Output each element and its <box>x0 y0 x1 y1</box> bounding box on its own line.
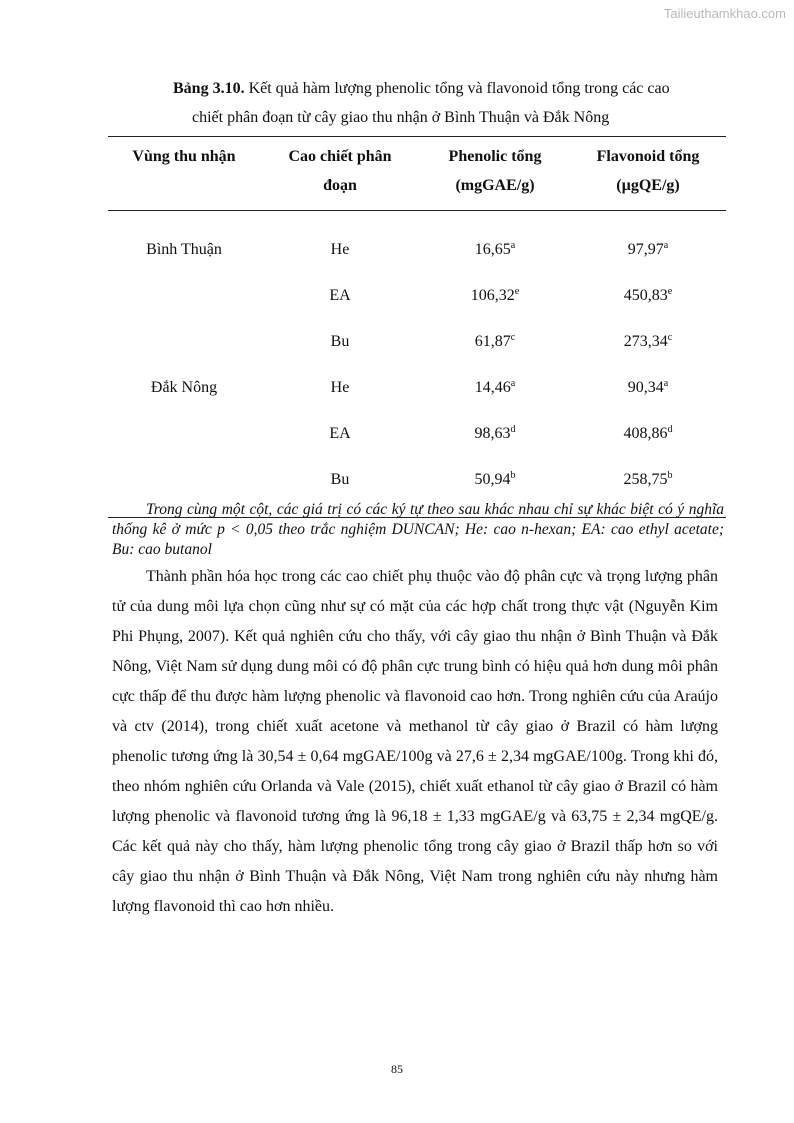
caption-text-1: Kết quả hàm lượng phenolic tổng và flavonoid tổng trong các cao <box>244 80 670 97</box>
table-row <box>108 411 726 457</box>
significance-letter: d <box>510 424 516 435</box>
cell-fraction: Bu <box>330 333 350 350</box>
cell-phenolic: 16,65$^a$ <box>474 240 516 258</box>
table-row <box>108 273 726 319</box>
header-flavonoid: Flavonoid tổng (µgQE/g) <box>596 148 700 194</box>
header-phenolic: Phenolic tổng (mgGAE/g) <box>448 148 542 194</box>
cell-fraction: He <box>330 241 350 258</box>
table-caption <box>112 74 724 132</box>
significance-letter: b <box>667 470 673 481</box>
cell-fraction: EA <box>329 425 351 442</box>
cell-phenolic: 14,46$^a$ <box>474 378 516 396</box>
cell-phenolic: 106,32e <box>470 286 520 304</box>
significance-letter: b <box>510 470 516 481</box>
cell-phenolic: 61,87$^c$ <box>474 332 516 350</box>
cell-flavonoid: 97,97$^a$ <box>627 240 669 258</box>
cell-fraction: Bu <box>330 471 350 488</box>
cell-region <box>108 319 260 365</box>
cell-phenolic: 50,94$^b$ <box>474 470 516 488</box>
cell-region: Bình Thuận <box>146 241 222 258</box>
significance-letter: a <box>510 240 516 251</box>
significance-letter: c <box>667 332 673 343</box>
cell-fraction: He <box>330 379 350 396</box>
significance-letter: c <box>510 332 516 343</box>
significance-letter: a <box>663 240 669 251</box>
cell-fraction: EA <box>329 287 351 304</box>
table-row <box>108 211 726 273</box>
header-fraction: Cao chiết phân đoạn <box>288 148 392 194</box>
results-table <box>108 136 726 518</box>
cell-flavonoid: 273,34$^c$ <box>623 332 673 350</box>
table-body <box>108 211 726 517</box>
cell-region <box>108 411 260 457</box>
table-note: Trong cùng một cột, các giá trị có các ký tự theo sau khác nhau chỉ sự khác biệt có ý nghĩa thống kê ở mức p < 0,05 theo trắc nghiệm DUNCAN; He: cao n-hexan; EA: cao ethyl acetate; Bu: cao butanol <box>112 501 724 558</box>
cell-flavonoid: 258,75$^b$ <box>623 470 673 488</box>
table-row <box>108 319 726 365</box>
significance-letter: e <box>667 286 673 297</box>
page-number: 85 <box>391 1062 403 1076</box>
cell-flavonoid: 90,34$^a$ <box>627 378 669 396</box>
cell-region <box>108 273 260 319</box>
table-header-row <box>108 137 726 210</box>
significance-letter: e <box>514 286 520 297</box>
cell-flavonoid: 408,86$^d$ <box>623 424 673 442</box>
caption-text-2: chiết phân đoạn từ cây giao thu nhận ở Bình Thuận và Đắk Nông <box>192 109 610 126</box>
caption-label: Bảng 3.10. <box>173 80 245 97</box>
cell-region: Đắk Nông <box>150 379 218 396</box>
significance-letter: a <box>510 378 516 389</box>
table-row <box>108 365 726 411</box>
cell-phenolic: 98,63$^d$ <box>474 424 516 442</box>
header-region: Vùng thu nhận <box>132 148 236 165</box>
body-paragraph: Thành phần hóa học trong các cao chiết phụ thuộc vào độ phân cực và trọng lượng phân tử của dung môi lựa chọn cũng như sự có mặt của các hợp chất trong thực vật (Nguyễn Kim Phi Phụng, 2007). Kết quả nghiên cứu cho thấy, với cây giao thu nhận ở Bình Thuận và Đắk Nông, Việt Nam sử dụng dung môi có độ phân cực trung bình có hiệu quả hơn dung môi phân cực thấp để thu được hàm lượng phenolic và flavonoid cao hơn. Trong nghiên cứu của Araújo và ctv (2014), trong chiết xuất acetone và methanol từ cây giao ở Brazil có hàm lượng phenolic tương ứng là 30,54 ± 0,64 mgGAE/100g và 27,6 ± 2,34 mgGAE/100g. Trong khi đó, theo nhóm nghiên cứu Orlanda và Vale (2015), chiết xuất ethanol từ cây giao ở Brazil có hàm lượng phenolic và flavonoid tương ứng là 96,18 ± 1,33 mgGAE/g và 63,75 ± 2,34 mgQE/g. Các kết quả này cho thấy, hàm lượng phenolic tổng trong cây giao ở Brazil thấp hơn so với cây giao thu nhận ở Bình Thuận và Đắk Nông, Việt Nam trong nghiên cứu này nhưng hàm lượng flavonoid thì cao hơn nhiều. <box>112 568 718 915</box>
significance-letter: a <box>663 378 669 389</box>
cell-flavonoid: 450,83e <box>623 286 673 304</box>
significance-letter: d <box>667 424 673 435</box>
watermark: Tailieuthamkhao.com <box>663 6 786 21</box>
